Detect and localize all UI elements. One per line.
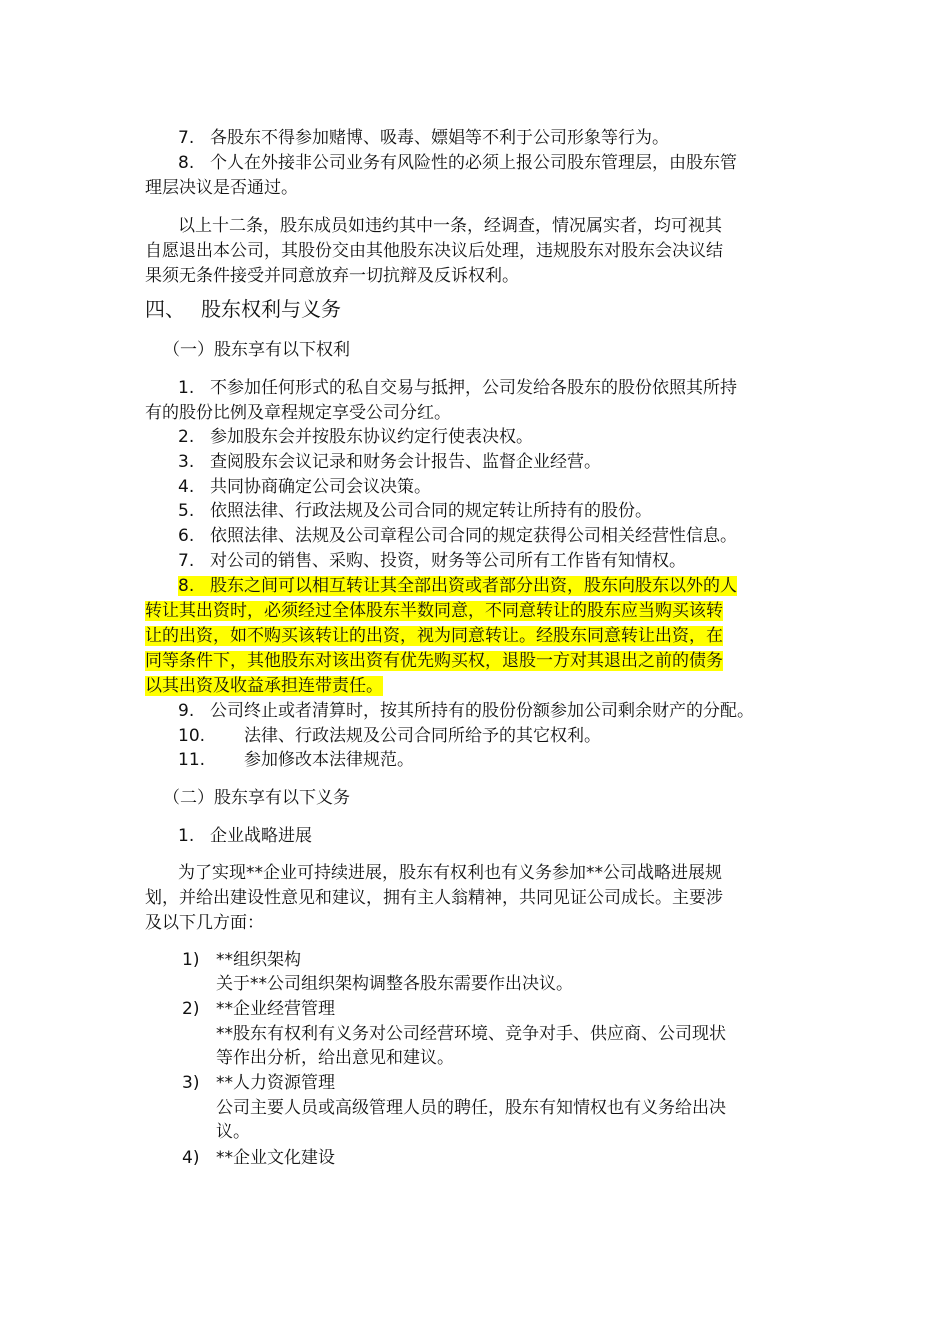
rights-item-1 — [178, 376, 858, 401]
highlighted-text: 让的出资，如不购买该转让的出资，视为同意转让。经股东同意转让出资，在 — [145, 626, 723, 646]
list-number: 1. — [178, 378, 195, 398]
rights-item-8-cont — [145, 599, 825, 624]
rule-item-7 — [178, 126, 858, 151]
rights-item-6 — [178, 524, 858, 549]
duties-sub-4 — [182, 1146, 862, 1171]
rights-item-8 — [178, 574, 858, 599]
list-number: 1. — [178, 826, 195, 846]
list-number: 4. — [178, 477, 195, 497]
duties-sub-2 — [182, 997, 862, 1022]
sub-text: 等作出分析，给出意见和建议。 — [216, 1048, 454, 1068]
rights-item-4 — [178, 475, 858, 500]
rights-item-10 — [178, 724, 858, 749]
rule-text: 个人在外接非公司业务有风险性的必须上报公司股东管理层，由股东管 — [210, 153, 737, 173]
rights-text: 参加股东会并按股东协议约定行使表决权。 — [210, 427, 533, 447]
list-number: 2) — [182, 999, 200, 1019]
rights-item-8-cont — [145, 624, 825, 649]
rights-text: 参加修改本法律规范。 — [244, 750, 414, 770]
highlighted-text: 同等条件下，其他股东对该出资有优先购买权，退股一方对其退出之前的债务 — [145, 651, 723, 671]
list-number: 1) — [182, 950, 200, 970]
list-number: 10. — [178, 726, 206, 746]
duties-sub-1 — [182, 948, 862, 973]
list-number: 6. — [178, 526, 195, 546]
rights-item-11 — [178, 748, 858, 773]
sub-text: 关于**公司组织架构调整各股东需要作出决议。 — [216, 974, 573, 994]
sub-title: **组织架构 — [216, 950, 301, 970]
rights-item-8-cont — [145, 674, 825, 699]
list-number: 3) — [182, 1073, 200, 1093]
rule-item-8-cont: 理层决议是否通过。 — [145, 178, 298, 198]
list-number: 7. — [178, 128, 195, 148]
sub-text: 议。 — [216, 1122, 250, 1142]
sub-title: **人力资源管理 — [216, 1073, 335, 1093]
rights-item-1-cont: 有的股份比例及章程规定享受公司分红。 — [145, 403, 451, 423]
highlighted-text: 以其出资及收益承担连带责任。 — [145, 676, 383, 696]
section-title: 股东权利与义务 — [201, 297, 341, 321]
rights-text: 法律、行政法规及公司合同所给予的其它权利。 — [244, 726, 601, 746]
list-number: 3. — [178, 452, 195, 472]
rights-text: 对公司的销售、采购、投资，财务等公司所有工作皆有知情权。 — [210, 551, 686, 571]
rights-text: 股东之间可以相互转让其全部出资或者部分出资，股东向股东以外的人 — [210, 576, 737, 596]
duties-heading: （二）股东享有以下义务 — [163, 788, 350, 808]
list-number: 5. — [178, 501, 195, 521]
rights-text: 不参加任何形式的私自交易与抵押，公司发给各股东的股份依照其所持 — [210, 378, 737, 398]
summary-paragraph-line: 果须无条件接受并同意放弃一切抗辩及反诉权利。 — [145, 266, 519, 286]
list-number: 9. — [178, 701, 195, 721]
rights-item-9 — [178, 699, 858, 724]
rights-item-8-cont — [145, 649, 825, 674]
duties-text: 企业战略进展 — [210, 826, 312, 846]
rights-text: 共同协商确定公司会议决策。 — [210, 477, 431, 497]
rights-item-5 — [178, 499, 858, 524]
sub-text: 公司主要人员或高级管理人员的聘任，股东有知情权也有义务给出决 — [216, 1098, 726, 1118]
rights-item-7 — [178, 549, 858, 574]
rights-text: 依照法律、行政法规及公司合同的规定转让所持有的股份。 — [210, 501, 652, 521]
section-heading — [145, 297, 825, 322]
duties-intro-line: 为了实现**企业可持续进展，股东有权利也有义务参加**公司战略进展规 — [178, 863, 722, 883]
rule-item-8 — [178, 151, 858, 176]
section-number: 四、 — [145, 297, 185, 321]
summary-paragraph-line: 自愿退出本公司，其股份交由其他股东决议后处理，违规股东对股东会决议结 — [145, 241, 723, 261]
rights-heading: （一）股东享有以下权利 — [163, 340, 350, 360]
highlighted-text: 转让其出资时，必须经过全体股东半数同意，不同意转让的股东应当购买该转 — [145, 601, 723, 621]
rights-item-3 — [178, 450, 858, 475]
sub-title: **企业文化建设 — [216, 1148, 335, 1168]
list-number: 4) — [182, 1148, 200, 1168]
sub-title: **企业经营管理 — [216, 999, 335, 1019]
rights-text: 公司终止或者清算时，按其所持有的股份份额参加公司剩余财产的分配。 — [210, 701, 754, 721]
list-number: 8. — [178, 576, 195, 596]
summary-paragraph-line: 以上十二条，股东成员如违约其中一条，经调查，情况属实者，均可视其 — [178, 216, 722, 236]
rule-text: 各股东不得参加赌博、吸毒、嫖娼等不利于公司形象等行为。 — [210, 128, 669, 148]
duties-intro-line: 及以下几方面： — [145, 913, 264, 933]
duties-intro-line: 划，并给出建设性意见和建议，拥有主人翁精神，共同见证公司成长。主要涉 — [145, 888, 723, 908]
list-number: 11. — [178, 750, 206, 770]
rights-text: 查阅股东会议记录和财务会计报告、监督企业经营。 — [210, 452, 601, 472]
list-number: 8. — [178, 153, 195, 173]
rights-text: 依照法律、法规及公司章程公司合同的规定获得公司相关经营性信息。 — [210, 526, 737, 546]
list-number: 7. — [178, 551, 195, 571]
duties-item-1 — [178, 824, 858, 849]
rights-item-2 — [178, 425, 858, 450]
list-number: 2. — [178, 427, 195, 447]
duties-sub-3 — [182, 1071, 862, 1096]
sub-text: **股东有权利有义务对公司经营环境、竞争对手、供应商、公司现状 — [216, 1024, 726, 1044]
highlighted-text — [178, 576, 737, 596]
